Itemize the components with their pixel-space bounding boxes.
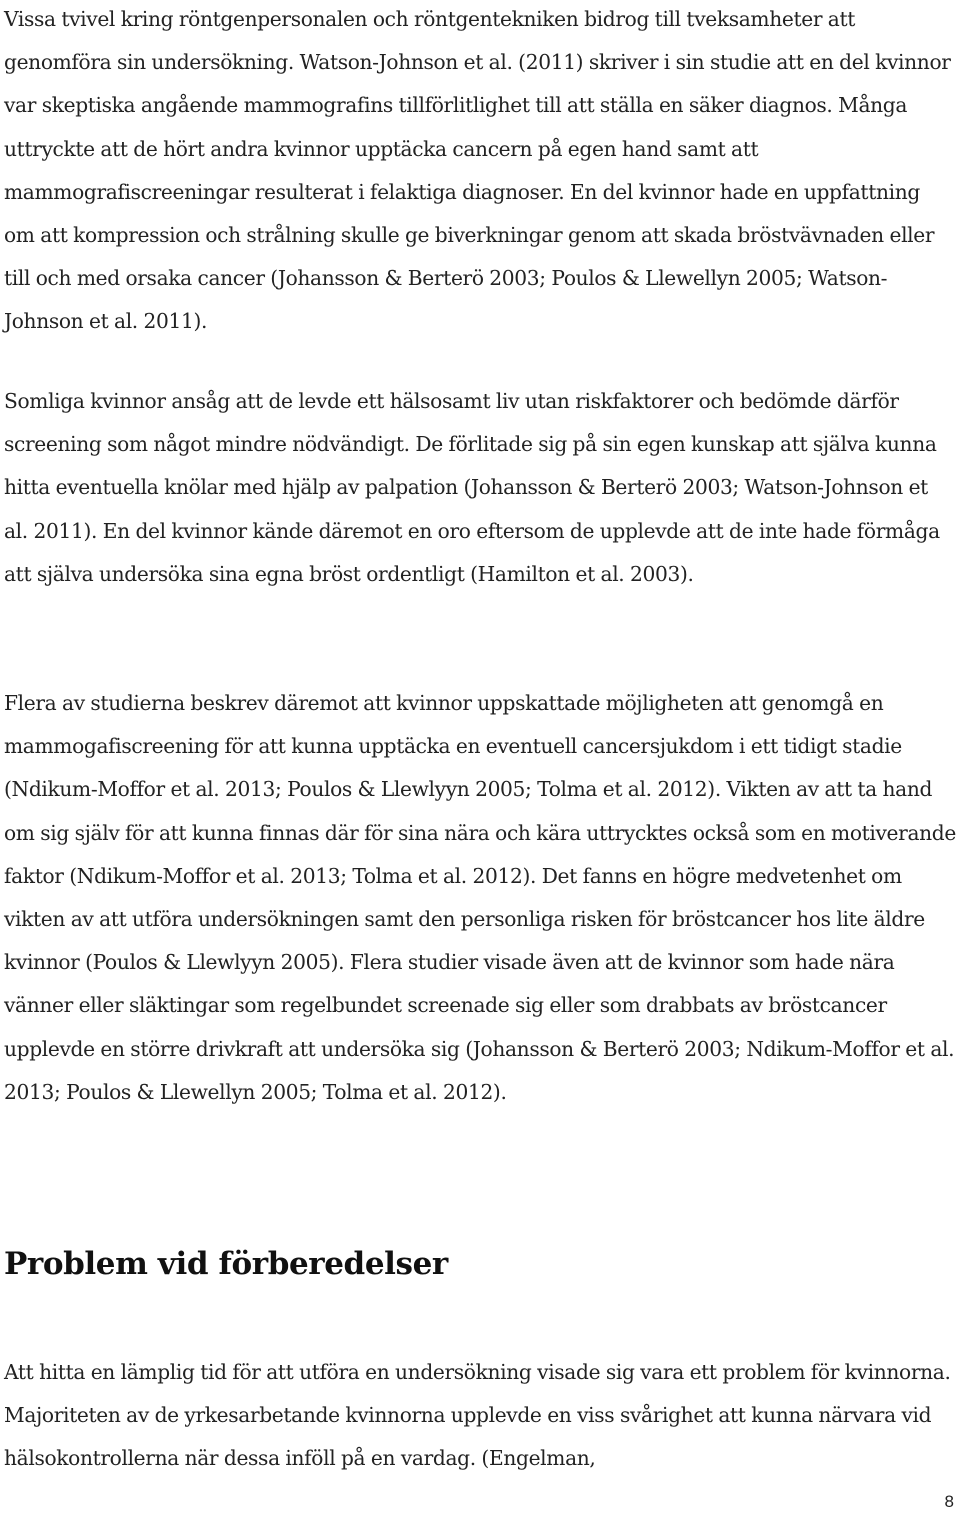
- paragraph-skepticism: Vissa tvivel kring röntgenpersonalen och röntgentekniken bidrog till tveksamheter att genomföra sin undersökning. Watson-Johnson et al. (2011) skriver i sin studie att en del kvinnor var skeptiska angående mammografins tillförlitlighet till att ställa en säker diagnos. Många uttryckte att de hört andra kvinnor upptäcka cancern på egen hand samt att mammografiscreeningar resulterat i felaktiga diagnoser. En del kvinnor hade en uppfattning om att kompression och strålning skulle ge biverkningar genom att skada bröstvävnaden eller till och med orsaka cancer (Johansson & Berterö 2003; Poulos & Llewellyn 2005; Watson-Johnson et al. 2011).: [4, 7, 951, 334]
- paragraph-self-examination: Somliga kvinnor ansåg att de levde ett hälsosamt liv utan riskfaktorer och bedömde därför screening som något mindre nödvändigt. De förlitade sig på sin egen kunskap att själva kunna hitta eventuella knölar med hjälp av palpation (Johansson & Berterö 2003; Watson-Johnson et al. 2011). En del kvinnor kände däremot en oro eftersom de upplevde att de inte hade förmåga att själva undersöka sina egna bröst ordentligt (Hamilton et al. 2003).: [4, 389, 940, 586]
- section-heading: Problem vid förberedelser: [4, 1246, 448, 1282]
- paragraph-motivation: Flera av studierna beskrev däremot att kvinnor uppskattade möjligheten att genomgå en mammogafiscreening för att kunna upptäcka en eventuell cancersjukdom i ett tidigt stadie (Ndikum-Moffor et al. 2013; Poulos & Llewlyyn 2005; Tolma et al. 2012). Vikten av att ta hand om sig själv för att kunna finnas där för sina nära och kära uttrycktes också som en motiverande faktor (Ndikum-Moffor et al. 2013; Tolma et al. 2012). Det fanns en högre medvetenhet om vikten av att utföra undersökningen samt den personliga risken för bröstcancer hos lite äldre kvinnor (Poulos & Llewlyyn 2005). Flera studier visade även att de kvinnor som hade nära vänner eller släktingar som regelbundet screenade sig eller som drabbats av bröstcancer upplevde en större drivkraft att undersöka sig (Johansson & Berterö 2003; Ndikum-Moffor et al. 2013; Poulos & Llewellyn 2005; Tolma et al. 2012).: [4, 691, 956, 1104]
- page-number: 8: [944, 1492, 954, 1511]
- paragraph-preparation-problems: Att hitta en lämplig tid för att utföra en undersökning visade sig vara ett problem för kvinnorna. Majoriteten av de yrkesarbetande kvinnorna upplevde en viss svårighet att kunna närvara vid hälsokontrollerna när dessa inföll på en vardag. (Engelman,: [4, 1360, 951, 1471]
